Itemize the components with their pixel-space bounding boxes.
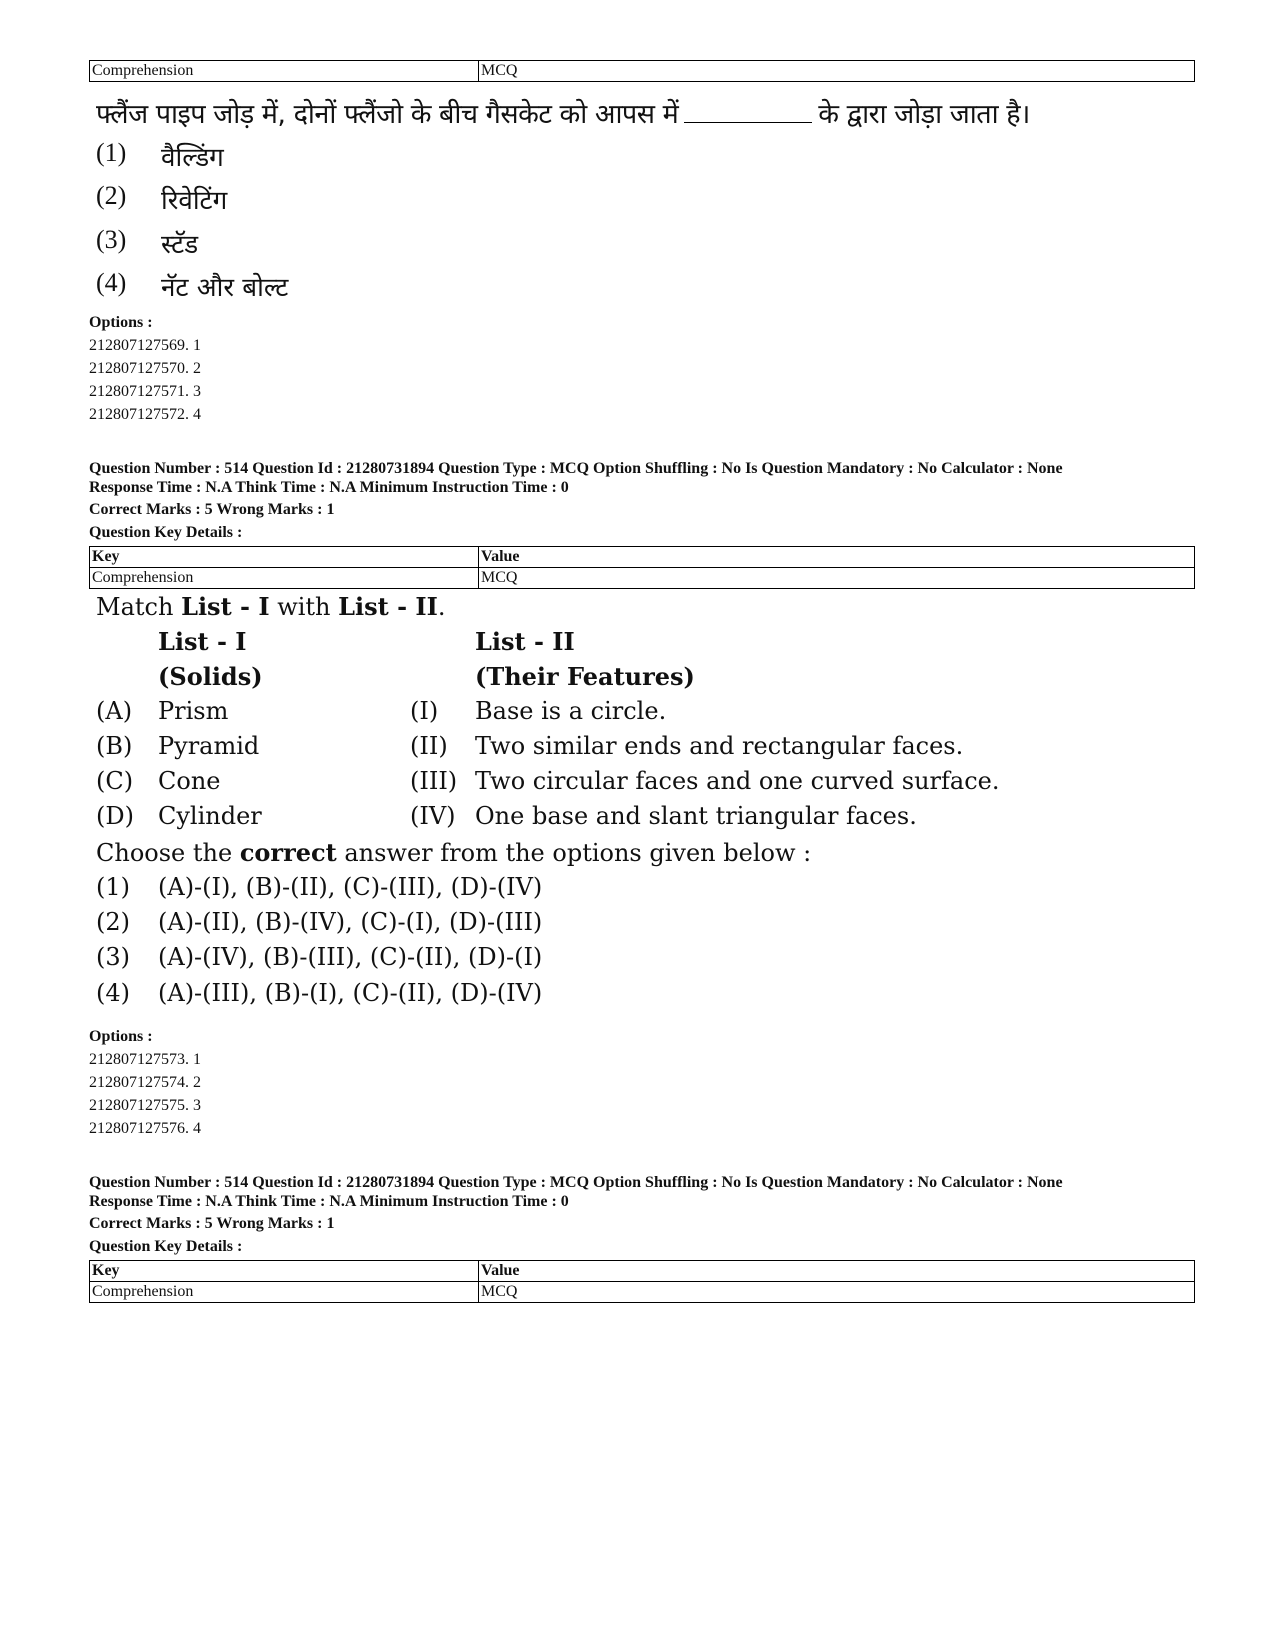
row-roman: (IV): [410, 802, 456, 830]
row-feature: Base is a circle.: [475, 697, 667, 725]
option-id-line: 212807127573. 1: [89, 1051, 201, 1068]
row-item: Cylinder: [158, 802, 262, 830]
choose-instruction: [96, 838, 811, 867]
match-instruction: [96, 592, 446, 621]
key-details-label: Question Key Details :: [89, 524, 243, 541]
row-letter: (D): [96, 802, 134, 830]
row-item: Prism: [158, 697, 229, 725]
choice-number: (3): [96, 943, 130, 971]
answer-choice: [96, 138, 224, 174]
question-meta: [89, 459, 1063, 497]
answer-choice: [96, 268, 288, 304]
fill-blank: [684, 100, 812, 123]
question-meta-line: Response Time : N.A Think Time : N.A Minimum Instruction Time : 0: [89, 479, 569, 496]
row-roman: (II): [410, 732, 448, 760]
list1-heading: List - I: [158, 627, 247, 656]
key-header: Key: [90, 547, 479, 568]
row-roman: (III): [410, 767, 458, 795]
choose-text: answer from the options given below :: [336, 839, 812, 867]
choice-number: (2): [96, 908, 130, 936]
marks-line: Correct Marks : 5 Wrong Marks : 1: [89, 1215, 335, 1232]
question-key-table: [89, 546, 1195, 589]
row-roman: (I): [410, 697, 439, 725]
key-cell: Comprehension: [90, 61, 479, 82]
table-row: [90, 61, 1195, 82]
row-feature: Two similar ends and rectangular faces.: [475, 732, 964, 760]
row-letter: (B): [96, 732, 133, 760]
list2-heading: List - II: [475, 627, 575, 656]
match-text: .: [437, 593, 446, 621]
option-id-line: 212807127572. 4: [89, 406, 201, 423]
key-details-label: Question Key Details :: [89, 1238, 243, 1255]
option-id-line: 212807127569. 1: [89, 337, 201, 354]
choice-text: (A)-(I), (B)-(II), (C)-(III), (D)-(IV): [158, 873, 543, 901]
option-id-line: 212807127571. 3: [89, 383, 201, 400]
list1-subheading: (Solids): [158, 662, 263, 691]
question-text-part1: फ्लैंज पाइप जोड़ में, दोनों फ्लैंजो के बीच गैसकेट को आपस में: [96, 99, 679, 130]
choice-text: स्टॅड: [161, 230, 199, 260]
value-header: Value: [479, 547, 1195, 568]
option-id-line: 212807127576. 4: [89, 1120, 201, 1137]
question-key-table: [89, 1260, 1195, 1303]
question-text: [96, 94, 1030, 131]
row-feature: Two circular faces and one curved surface.: [475, 767, 1000, 795]
row-letter: (C): [96, 767, 134, 795]
table-row: [90, 568, 1195, 589]
options-label: Options :: [89, 314, 153, 331]
choice-text: रिवेटिंग: [161, 186, 228, 216]
question-key-table: [89, 60, 1195, 82]
match-list1: List - I: [181, 592, 270, 621]
table-header-row: [90, 1261, 1195, 1282]
choice-number: (1): [96, 873, 130, 901]
row-letter: (A): [96, 697, 133, 725]
option-id-line: 212807127570. 2: [89, 360, 201, 377]
row-feature: One base and slant triangular faces.: [475, 802, 917, 830]
choice-text: (A)-(III), (B)-(I), (C)-(II), (D)-(IV): [158, 979, 543, 1007]
value-cell: MCQ: [479, 61, 1195, 82]
choice-number: (2): [96, 181, 127, 210]
match-text: Match: [96, 593, 182, 621]
choice-text: (A)-(II), (B)-(IV), (C)-(I), (D)-(III): [158, 908, 543, 936]
choice-text: नॅट और बोल्ट: [161, 273, 289, 303]
choice-number: (3): [96, 225, 127, 254]
choose-text: Choose the: [96, 839, 240, 867]
list2-subheading: (Their Features): [475, 662, 695, 691]
choose-emphasis: correct: [239, 838, 337, 867]
choice-number: (1): [96, 138, 127, 167]
option-id-line: 212807127574. 2: [89, 1074, 201, 1091]
answer-choice: [96, 225, 198, 261]
question-text-part2: के द्वारा जोड़ा जाता है।: [818, 99, 1030, 130]
table-header-row: [90, 547, 1195, 568]
choice-number: (4): [96, 979, 130, 1007]
options-label: Options :: [89, 1028, 153, 1045]
answer-choice: [96, 181, 227, 217]
marks-line: Correct Marks : 5 Wrong Marks : 1: [89, 501, 335, 518]
key-cell: Comprehension: [90, 1282, 479, 1303]
value-header: Value: [479, 1261, 1195, 1282]
table-row: [90, 1282, 1195, 1303]
match-list2: List - II: [338, 592, 438, 621]
question-meta-line: Response Time : N.A Think Time : N.A Minimum Instruction Time : 0: [89, 1193, 569, 1210]
choice-text: वैल्डिंग: [161, 143, 224, 173]
option-id-line: 212807127575. 3: [89, 1097, 201, 1114]
question-meta: [89, 1173, 1063, 1211]
key-cell: Comprehension: [90, 568, 479, 589]
row-item: Cone: [158, 767, 221, 795]
choice-text: (A)-(IV), (B)-(III), (C)-(II), (D)-(I): [158, 943, 543, 971]
value-cell: MCQ: [479, 568, 1195, 589]
key-header: Key: [90, 1261, 479, 1282]
row-item: Pyramid: [158, 732, 260, 760]
question-meta-line: Question Number : 514 Question Id : 21280731894 Question Type : MCQ Option Shuffling : No Is Question Mandatory : No Calculator : None: [89, 460, 1063, 477]
question-meta-line: Question Number : 514 Question Id : 21280731894 Question Type : MCQ Option Shuffling : No Is Question Mandatory : No Calculator : None: [89, 1174, 1063, 1191]
match-text: with: [269, 593, 339, 621]
value-cell: MCQ: [479, 1282, 1195, 1303]
choice-number: (4): [96, 268, 127, 297]
